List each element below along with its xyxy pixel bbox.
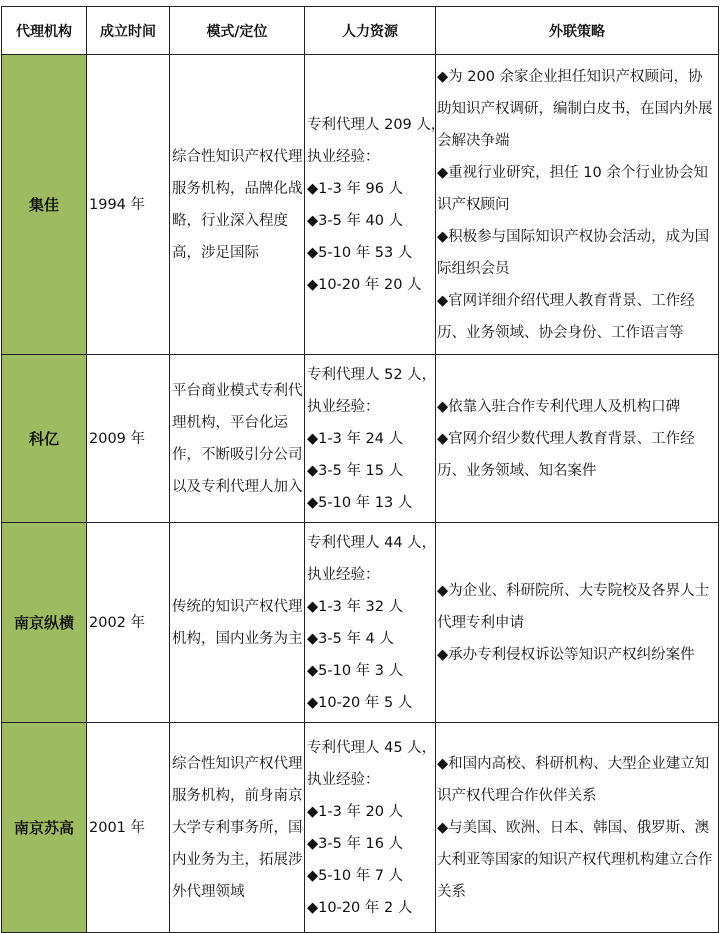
hr-line: 专利代理人 44 人， <box>307 534 437 551</box>
hr-line: ◆3-5 年 15 人 <box>307 462 404 479</box>
hr-line: ◆5-10 年 7 人 <box>307 867 404 884</box>
ext-item: ◆官网介绍少数代理人教育背景、工作经历、业务领域、知名案件 <box>437 430 695 479</box>
header-ext: 外联策略 <box>436 7 719 55</box>
hr-line: ◆5-10 年 53 人 <box>307 244 413 261</box>
hr-line: ◆10-20 年 2 人 <box>307 899 413 916</box>
year-cell: 2009 年 <box>87 355 170 523</box>
org-cell: 南京纵横 <box>2 523 87 723</box>
ext-cell <box>436 355 719 523</box>
hr-line: 执业经验： <box>307 566 380 583</box>
hr-cell <box>305 355 436 523</box>
hr-line: ◆1-3 年 32 人 <box>307 598 404 615</box>
mode-cell: 综合性知识产权代理服务机构，前身南京大学专利事务所，国内业务为主，拓展涉外代理领域 <box>170 723 305 933</box>
hr-line: ◆3-5 年 4 人 <box>307 630 394 647</box>
ext-cell <box>436 523 719 723</box>
org-cell: 科亿 <box>2 355 87 523</box>
hr-line: 专利代理人 209 人， <box>307 116 446 133</box>
table-row <box>2 723 719 933</box>
mode-cell: 传统的知识产权代理机构，国内业务为主 <box>170 523 305 723</box>
ext-item: ◆和国内高校、科研机构、大型企业建立知识产权代理合作伙伴关系 <box>437 755 710 804</box>
hr-line: ◆10-20 年 5 人 <box>307 694 413 711</box>
hr-line: 执业经验： <box>307 148 380 165</box>
hr-cell <box>305 55 446 355</box>
hr-cell <box>305 723 436 933</box>
hr-line: 执业经验： <box>307 398 380 415</box>
agency-comparison-table <box>1 6 719 933</box>
hr-line: ◆1-3 年 96 人 <box>307 180 404 197</box>
header-org: 代理机构 <box>2 7 87 55</box>
ext-item: ◆官网详细介绍代理人教育背景、工作经历、业务领域、协会身份、工作语言等 <box>437 292 695 341</box>
ext-item: ◆为 200 余家企业担任知识产权顾问，协助知识产权调研，编制白皮书，在国内外展会解决争端 <box>437 68 713 149</box>
hr-line: 执业经验： <box>307 771 380 788</box>
hr-cell <box>305 523 436 723</box>
header-year: 成立时间 <box>87 7 170 55</box>
ext-item: ◆重视行业研究，担任 10 余个行业协会知识产权顾问 <box>437 164 708 213</box>
year-cell: 1994 年 <box>87 55 170 355</box>
ext-item: ◆为企业、科研院所、大专院校及各界人士代理专利申请 <box>437 582 710 631</box>
year-cell: 2001 年 <box>87 723 170 933</box>
hr-line: ◆5-10 年 13 人 <box>307 494 413 511</box>
year-cell: 2002 年 <box>87 523 170 723</box>
header-hr: 人力资源 <box>305 7 436 55</box>
table-header-row <box>2 7 719 55</box>
org-cell: 集佳 <box>2 55 87 355</box>
hr-line: ◆5-10 年 3 人 <box>307 662 404 679</box>
hr-line: ◆3-5 年 16 人 <box>307 835 404 852</box>
hr-line: ◆10-20 年 20 人 <box>307 276 422 293</box>
hr-line: ◆1-3 年 24 人 <box>307 430 404 447</box>
ext-item: ◆依靠入驻合作专利代理人及机构口碑 <box>437 398 681 415</box>
mode-cell: 综合性知识产权代理服务机构，品牌化战略，行业深入程度高，涉足国际 <box>170 55 305 355</box>
mode-cell: 平台商业模式专利代理机构，平台化运作，不断吸引分公司以及专利代理人加入 <box>170 355 305 523</box>
ext-item: ◆与美国、欧洲、日本、韩国、俄罗斯、澳大利亚等国家的知识产权代理机构建立合作关系 <box>437 819 713 900</box>
ext-item: ◆积极参与国际知识产权协会活动，成为国际组织会员 <box>437 228 710 277</box>
hr-line: ◆1-3 年 20 人 <box>307 803 404 820</box>
table-row <box>2 355 719 523</box>
ext-cell <box>436 723 719 933</box>
org-cell: 南京苏高 <box>2 723 87 933</box>
hr-line: ◆3-5 年 40 人 <box>307 212 404 229</box>
header-mode: 模式/定位 <box>170 7 305 55</box>
ext-cell <box>436 55 719 355</box>
table-row <box>2 523 719 723</box>
ext-item: ◆承办专利侵权诉讼等知识产权纠纷案件 <box>437 646 695 663</box>
hr-line: 专利代理人 52 人， <box>307 366 437 383</box>
hr-line: 专利代理人 45 人， <box>307 739 437 756</box>
table-row <box>2 55 719 355</box>
